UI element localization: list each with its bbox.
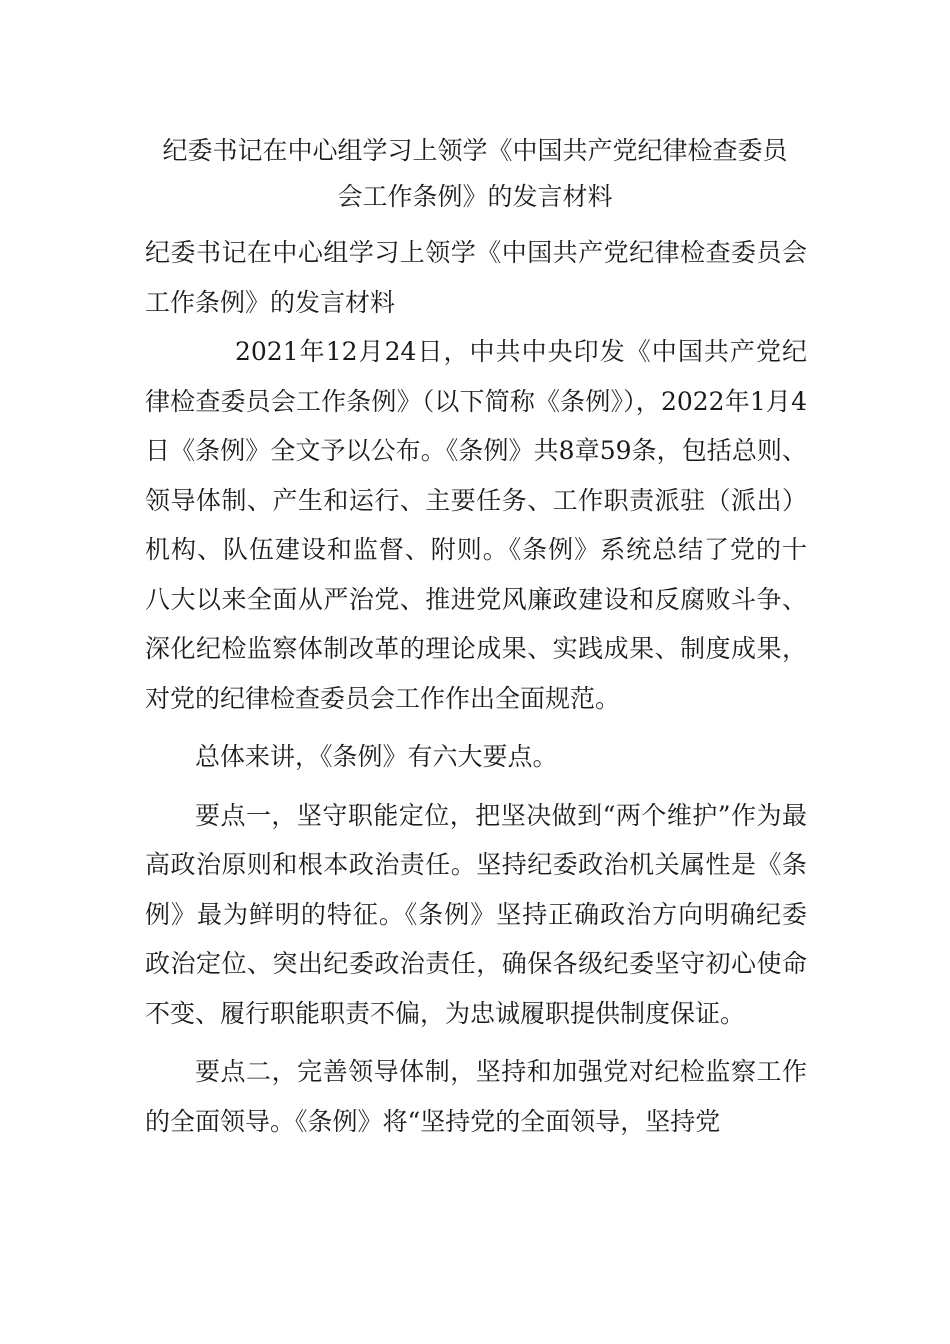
paragraph-intro: 2021年12月24日，中共中央印发《中国共产党纪律检查委员会工作条例》（以下简称《条例》），2022年1月4日《条例》全文予以公布。《条例》共8章59条，包括总则、领导体制、产生和运行、主要任务、工作职责派驻（派出）机构、队伍建设和监督、附则。《条例》系统总结了党的十八大以来全面从严治党、推进党风廉政建设和反腐败斗争、深化纪检监察体制改革的理论成果、实践成果、制度成果，对党的纪律检查委员会工作作出全面规范。 [145, 337, 807, 713]
paragraph-point-2: 要点二，完善领导体制，坚持和加强党对纪检监察工作的全面领导。《条例》将“坚持党的全面领导，坚持党 [145, 1057, 807, 1136]
paragraph-summary: 总体来讲，《条例》有六大要点。 [195, 742, 558, 771]
title-line-2: 会工作条例》的发言材料 [337, 182, 613, 211]
document-title [145, 128, 805, 220]
document-body [145, 228, 807, 1155]
repeated-title: 纪委书记在中心组学习上领学《中国共产党纪律检查委员会工作条例》的发言材料 [145, 238, 807, 317]
paragraph-point-1: 要点一，坚守职能定位，把坚决做到“两个维护”作为最高政治原则和根本政治责任。坚持纪委政治机关属性是《条例》最为鲜明的特征。《条例》坚持正确政治方向明确纪委政治定位、突出纪委政治责任，确保各级纪委坚守初心使命不变、履行职能职责不偏，为忠诚履职提供制度保证。 [145, 800, 807, 1028]
title-line-1: 纪委书记在中心组学习上领学《中国共产党纪律检查委员 [162, 136, 788, 165]
